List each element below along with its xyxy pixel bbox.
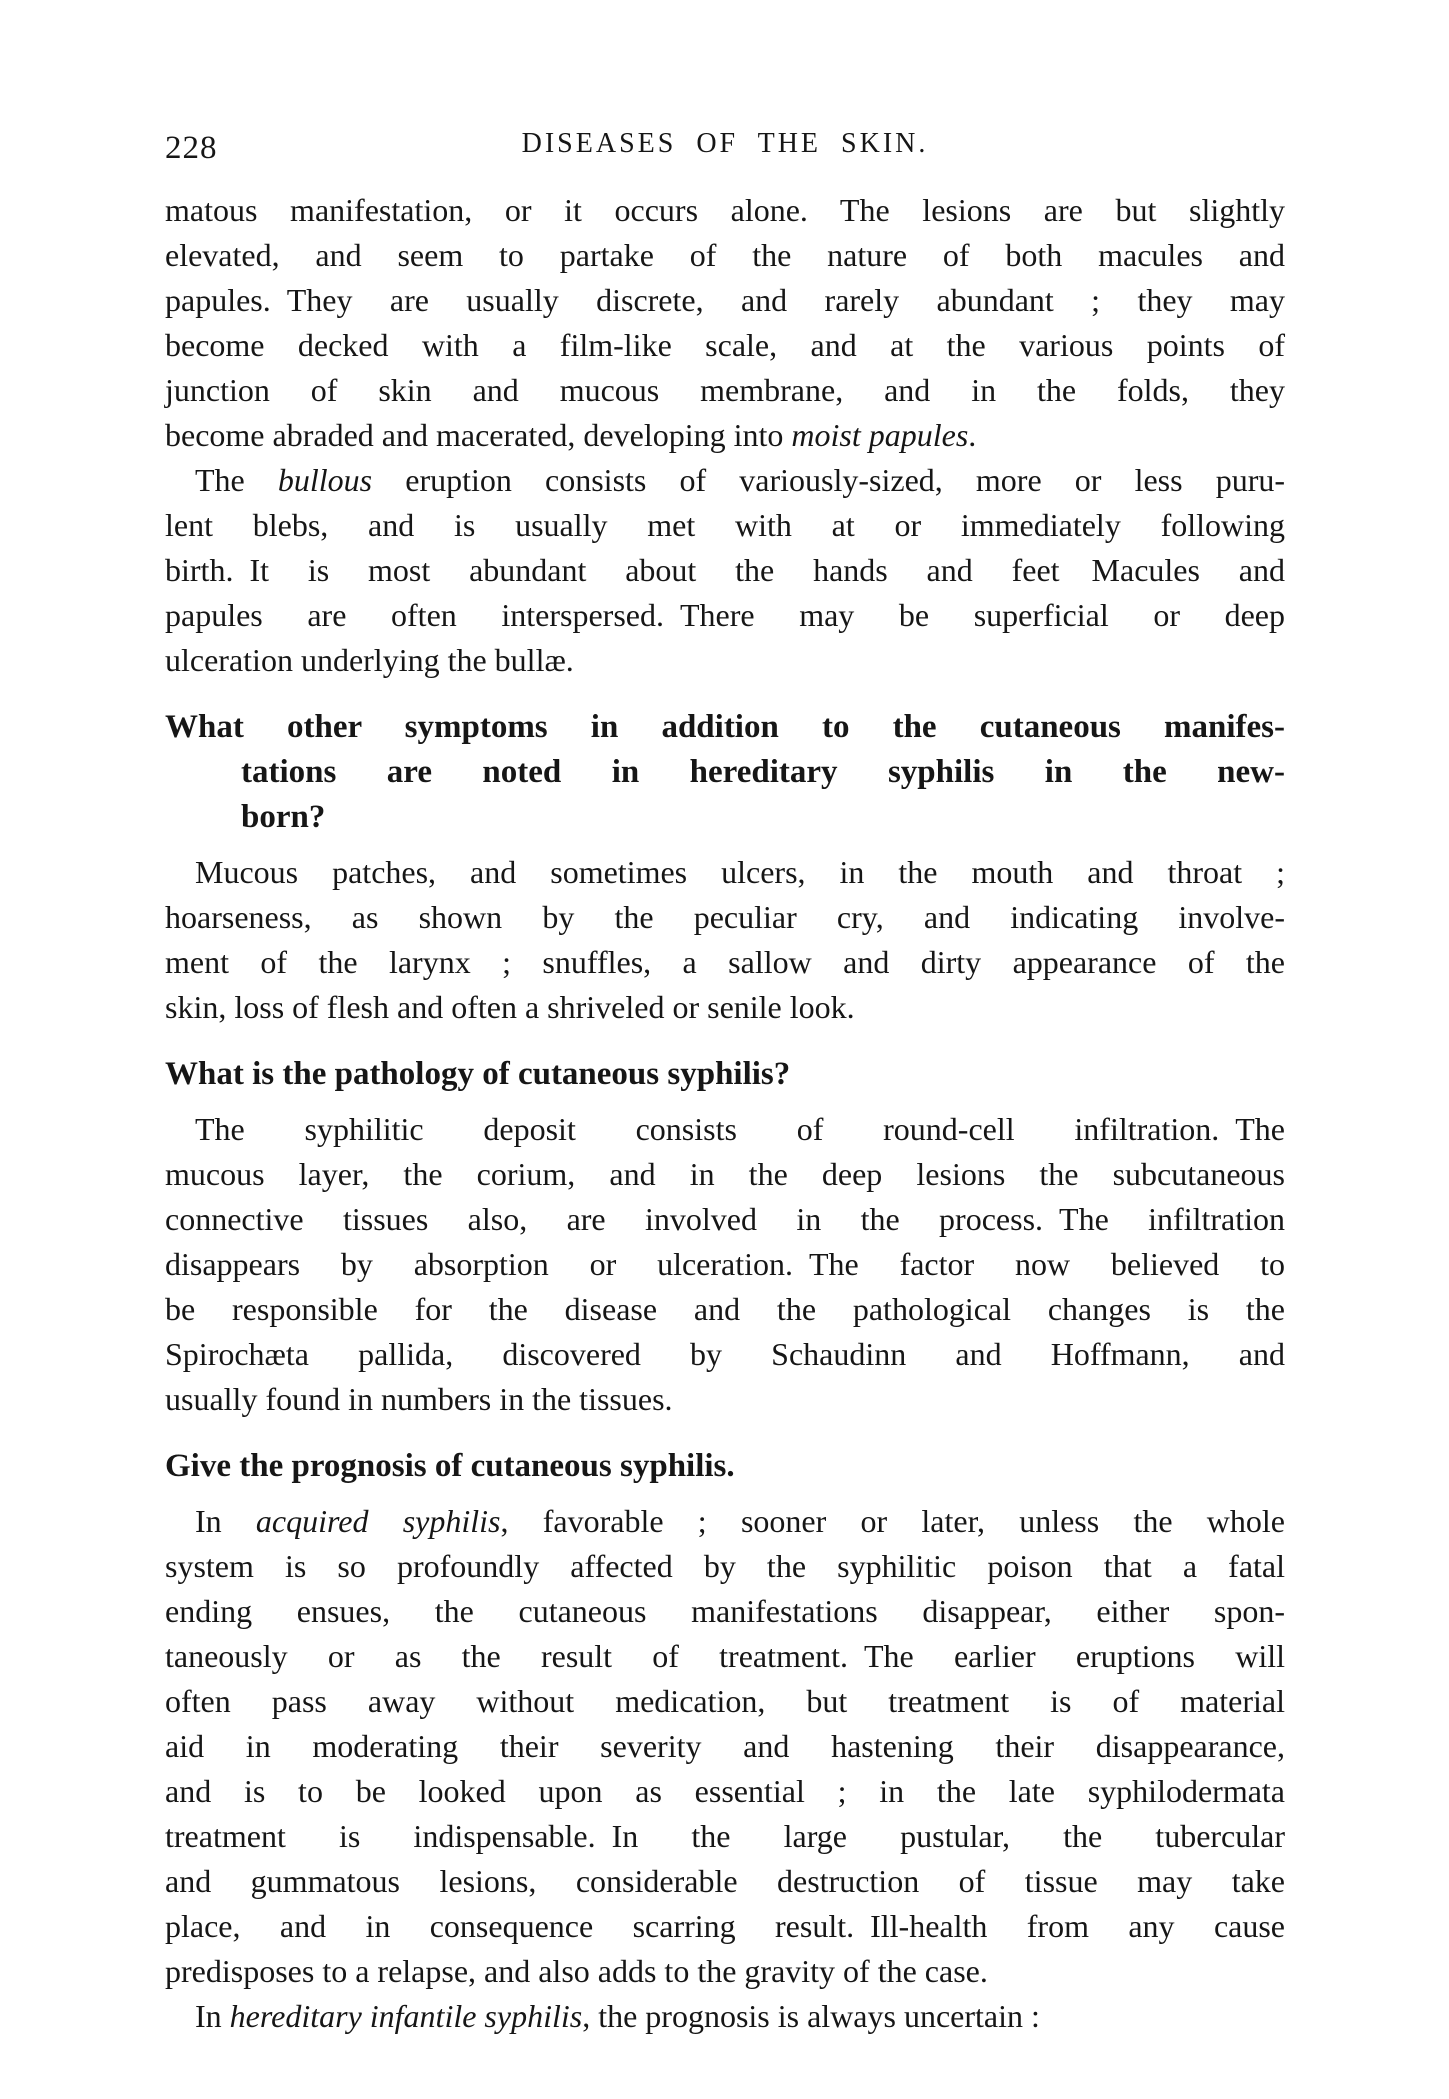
question-heading bbox=[165, 1052, 1285, 1097]
text-line: and gummatous lesions, considerable destruction of tissue may take bbox=[165, 1863, 1285, 1899]
text-segment: , favorable ; sooner or later, unless the whole bbox=[500, 1503, 1286, 1539]
italic-term: hereditary infantile syphilis bbox=[229, 1998, 583, 2034]
question-heading bbox=[165, 705, 1285, 840]
paragraph bbox=[165, 1499, 1285, 1994]
italic-term: bullous bbox=[277, 462, 373, 498]
text-line: system is so profoundly affected by the syphilitic poison that a fatal bbox=[165, 1548, 1285, 1584]
text-line: papules are often interspersed. There may be superficial or deep bbox=[165, 597, 1285, 633]
text-line: aid in moderating their severity and hastening their disappearance, bbox=[165, 1728, 1285, 1764]
text-line: ulceration underlying the bullæ. bbox=[165, 642, 574, 678]
text-line: ment of the larynx ; snuffles, a sallow and dirty appearance of the bbox=[165, 944, 1285, 980]
paragraph bbox=[165, 1994, 1285, 2039]
text-line: be responsible for the disease and the pathological changes is the bbox=[165, 1291, 1285, 1327]
text-line: connective tissues also, are involved in the process. The infiltration bbox=[165, 1201, 1285, 1237]
text-segment: The bbox=[195, 462, 278, 498]
paragraph bbox=[165, 188, 1285, 458]
text-line bbox=[165, 413, 1285, 458]
text-line: Spirochæta pallida, discovered by Schaudinn and Hoffmann, and bbox=[165, 1336, 1285, 1372]
paragraph bbox=[165, 850, 1285, 1030]
text-line: The syphilitic deposit consists of round-cell infiltration. The bbox=[195, 1111, 1285, 1147]
text-line: place, and in consequence scarring result. Ill-health from any cause bbox=[165, 1908, 1285, 1944]
running-title: DISEASES OF THE SKIN. bbox=[521, 128, 929, 159]
paragraph bbox=[165, 458, 1285, 683]
text-line: elevated, and seem to partake of the nature of both macules and bbox=[165, 237, 1285, 273]
text-line: often pass away without medication, but treatment is of material bbox=[165, 1683, 1285, 1719]
text-line: disappears by absorption or ulceration. The factor now believed to bbox=[165, 1246, 1285, 1282]
page-body bbox=[165, 188, 1285, 2039]
question-heading bbox=[165, 1444, 1285, 1489]
text-line: mucous layer, the corium, and in the deep lesions the subcutaneous bbox=[165, 1156, 1285, 1192]
italic-term: acquired syphilis bbox=[255, 1503, 501, 1539]
text-line bbox=[165, 1994, 1285, 2039]
heading-line: What is the pathology of cutaneous syphilis? bbox=[165, 1056, 791, 1092]
text-line: Mucous patches, and sometimes ulcers, in the mouth and throat ; bbox=[195, 854, 1285, 890]
text-line bbox=[165, 1499, 1285, 1544]
text-line: and is to be looked upon as essential ; in the late syphilodermata bbox=[165, 1773, 1285, 1809]
paragraph bbox=[165, 1107, 1285, 1422]
text-line: hoarseness, as shown by the peculiar cry, and indicating involve- bbox=[165, 899, 1285, 935]
text-line: ending ensues, the cutaneous manifestations disappear, either spon- bbox=[165, 1593, 1285, 1629]
text-segment: , the prognosis is always uncertain : bbox=[582, 1998, 1040, 2034]
heading-line: What other symptoms in addition to the cutaneous manifes- bbox=[165, 709, 1285, 745]
text-line: skin, loss of flesh and often a shriveled or senile look. bbox=[165, 989, 855, 1025]
text-line: papules. They are usually discrete, and rarely abundant ; they may bbox=[165, 282, 1285, 318]
text-line: treatment is indispensable. In the large pustular, the tubercular bbox=[165, 1818, 1285, 1854]
text-line: matous manifestation, or it occurs alone. The lesions are but slightly bbox=[165, 192, 1285, 228]
heading-line: Give the prognosis of cutaneous syphilis. bbox=[165, 1448, 735, 1484]
page-header bbox=[165, 128, 1285, 172]
text-segment: become abraded and macerated, developing into bbox=[165, 417, 792, 453]
text-line bbox=[165, 458, 1285, 503]
heading-line: born? bbox=[241, 799, 326, 835]
text-line: become decked with a film-like scale, and at the various points of bbox=[165, 327, 1285, 363]
text-line: taneously or as the result of treatment. The earlier eruptions will bbox=[165, 1638, 1285, 1674]
text-line: usually found in numbers in the tissues. bbox=[165, 1381, 673, 1417]
text-line: predisposes to a relapse, and also adds to the gravity of the case. bbox=[165, 1953, 988, 1989]
text-segment: . bbox=[968, 417, 977, 453]
text-line: junction of skin and mucous membrane, and in the folds, they bbox=[165, 372, 1285, 408]
text-line: birth. It is most abundant about the hands and feet Macules and bbox=[165, 552, 1285, 588]
heading-line: tations are noted in hereditary syphilis in the new- bbox=[241, 754, 1285, 790]
page-number: 228 bbox=[165, 130, 218, 166]
text-segment: In bbox=[195, 1503, 256, 1539]
text-segment: eruption consists of variously-sized, more or less puru- bbox=[372, 462, 1286, 498]
text-segment: In bbox=[195, 1998, 230, 2034]
text-line: lent blebs, and is usually met with at or immediately following bbox=[165, 507, 1285, 543]
italic-term: moist papules bbox=[791, 417, 969, 453]
